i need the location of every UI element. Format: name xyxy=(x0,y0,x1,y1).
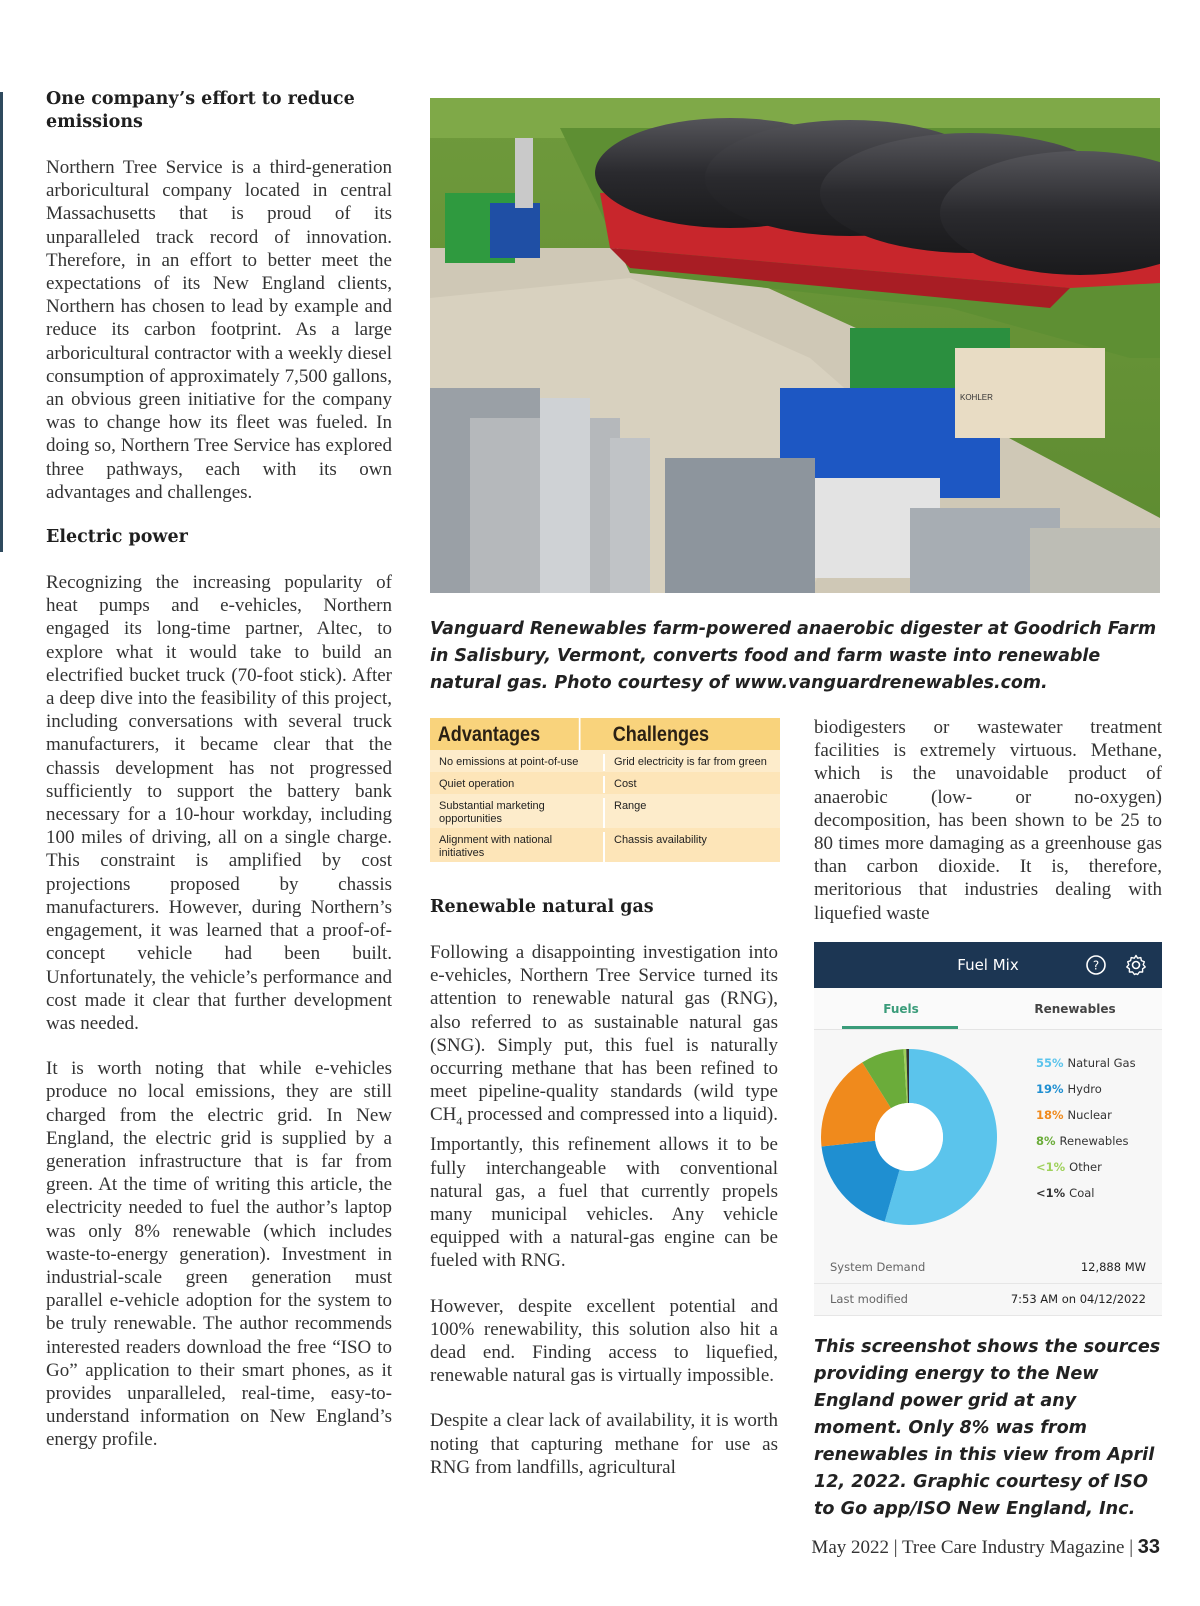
margin-rule xyxy=(0,92,3,552)
table-cell: Range xyxy=(614,800,647,812)
section-heading-rng: Renewable natural gas xyxy=(430,897,654,917)
section-heading-emissions: One company’s effort to reduce emissions xyxy=(46,89,355,132)
legend-label: Nuclear xyxy=(1067,1108,1112,1122)
legend-label: Coal xyxy=(1069,1186,1095,1200)
legend-item xyxy=(1036,1050,1136,1076)
app-tabs xyxy=(814,988,1162,1030)
fuel-mix-chart xyxy=(814,1030,1162,1252)
table-row xyxy=(430,794,780,828)
table-header-advantages: Advantages xyxy=(430,718,581,750)
table-row xyxy=(430,772,780,794)
paragraph-electric: Recognizing the increasing popularity of heat pumps and e-vehicles, Northern engaged its long-time partner, Altec, to explore what it would take to build an electrified bucket truck (70-foot stick). After a deep dive into the feasibility of this project, including conversations with several truck manufacturers, it became clear that the chassis development has not progressed sufficiently to support the battery bank necessary for a 10-hour workday, including 100 miles of driving, all on a single charge. This constraint is amplified by cost projections proposed by chassis manufacturers. However, during Northern’s engagement, it was learned that a proof-of-concept vehicle had been built. Unfortunately, the vehicle’s performance and cost made it clear that further development was needed. xyxy=(46,572,392,1034)
donut-hole xyxy=(875,1103,943,1171)
paragraph-rng-text-cont: processed and compressed into a liquid). Importantly, this refinement allows it to be fully interchangeable with conventional natural gas, a fuel that currently propels many municipal vehicles. Any vehicle equipped with a natural-gas engine can be fueled with RNG. xyxy=(430,1104,778,1272)
legend-item xyxy=(1036,1180,1136,1206)
fuel-mix-donut-chart xyxy=(814,1030,1014,1252)
legend-label: Natural Gas xyxy=(1067,1056,1136,1070)
advantages-challenges-table xyxy=(430,718,780,868)
table-cell: Chassis availability xyxy=(614,834,707,846)
paragraph-grid: It is worth noting that while e-vehicles produce no local emissions, they are still charged from the electric grid. In New England, the electric grid is supplied by a generation infrastructure that is far from green. At the time of writing this article, the electricity needed to fuel the author’s laptop was only 8% renewable (which includes waste-to-energy generation). Investment in industrial-scale green generation must parallel e-vehicle adoption for the system to be truly renewable. The author recommends interested readers download the free “ISO to Go” application to their smart phones, as it provides unparalleled, real-time, easy-to-understand information on New England’s energy profile. xyxy=(46,1058,392,1451)
app-caption: This screenshot shows the sources providing energy to the New England power grid at any moment. Only 8% was from renewables in this view from April 12, 2022. Graphic courtesy of ISO to Go app/ISO New England, Inc. xyxy=(814,1337,1161,1519)
page-number: 33 xyxy=(1137,1536,1160,1558)
table-cell: Grid electricity is far from green xyxy=(614,756,767,768)
legend-label: Hydro xyxy=(1067,1082,1102,1096)
legend-label: Renewables xyxy=(1059,1134,1129,1148)
legend-item xyxy=(1036,1076,1136,1102)
paragraph-rng xyxy=(430,941,778,1273)
table-cell: No emissions at point-of-use xyxy=(430,754,605,771)
left-column xyxy=(46,88,392,1452)
paragraph-methane: biodigesters or wastewater treatment facilities is extremely virtuous. Methane, which is the unavoidable product of anaerobic (low- or no-oxygen) decomposition, has been shown to be 25 to 80 times more damaging as a greenhouse gas than carbon dioxide. It is, therefore, meritorious that industries dealing with liquefied waste xyxy=(814,717,1162,924)
kohler-label: KOHLER xyxy=(960,393,993,402)
last-modified-label: Last modified xyxy=(830,1292,908,1306)
table-row xyxy=(430,828,780,862)
photo-caption: Vanguard Renewables farm-powered anaerobic digester at Goodrich Farm in Salisbury, Vermont, converts food and farm waste into renewable natural gas. Photo courtesy of www.vanguardrenewables.com. xyxy=(430,619,1157,693)
digester-photo xyxy=(430,98,1160,593)
app-title: Fuel Mix xyxy=(957,956,1019,974)
paragraph-rng-text: Following a disappointing investigation into e-vehicles, Northern Tree Service turned its attention to renewable natural gas (RNG), also referred to as sustainable natural gas (SNG). Simply put, this fuel is naturally occurring methane that has been refined to meet pipeline-quality standards (wild type CH xyxy=(430,942,778,1126)
system-demand-value: 12,888 MW xyxy=(1080,1260,1146,1274)
paragraph-intro: Northern Tree Service is a third-generation arboricultural company located in central Massachusetts that is proud of its unparalleled track record of innovation. Therefore, in an effort to better meet the expectations of its New England clients, Northern has chosen to lead by example and reduce its carbon footprint. As a large arboricultural contractor with a weekly diesel consumption of approximately 7,500 gallons, an obvious green initiative for the company was to change how its fleet was fueled. In doing so, Northern Tree Service has explored three pathways, each with its own advantages and challenges. xyxy=(46,157,392,503)
legend-pct: 19% xyxy=(1036,1082,1064,1096)
gear-icon[interactable] xyxy=(1124,953,1148,977)
last-modified-row xyxy=(814,1284,1162,1316)
footer-text: May 2022 | Tree Care Industry Magazine | xyxy=(811,1537,1138,1558)
tab-fuels[interactable]: Fuels xyxy=(883,1002,919,1016)
right-column xyxy=(814,716,1162,925)
legend-pct: 55% xyxy=(1036,1056,1064,1070)
middle-column xyxy=(430,896,778,1479)
app-header xyxy=(814,942,1162,988)
last-modified-value: 7:53 AM on 04/12/2022 xyxy=(1010,1292,1146,1306)
tab-renewables[interactable]: Renewables xyxy=(1034,1002,1116,1016)
legend-label: Other xyxy=(1069,1160,1102,1174)
section-heading-electric: Electric power xyxy=(46,527,188,548)
table-header-row xyxy=(430,718,780,750)
paragraph-dead-end: However, despite excellent potential and 100% renewability, this solution also hit a dead end. Finding access to liquefied, renewable natural gas is virtually impossible. xyxy=(430,1295,778,1387)
legend-item xyxy=(1036,1128,1136,1154)
page-footer xyxy=(811,1536,1160,1559)
legend-pct: 8% xyxy=(1036,1134,1056,1148)
table-header-challenges: Challenges xyxy=(612,723,710,746)
system-demand-label: System Demand xyxy=(830,1260,926,1274)
help-circle-icon[interactable] xyxy=(1084,953,1108,977)
active-tab-indicator xyxy=(842,1026,958,1029)
table-cell: Quiet operation xyxy=(430,776,605,793)
legend-pct: 18% xyxy=(1036,1108,1064,1122)
table-cell: Cost xyxy=(614,778,637,790)
legend-item xyxy=(1036,1154,1136,1180)
svg-text:?: ? xyxy=(1092,958,1100,973)
legend-pct: <1% xyxy=(1036,1186,1066,1200)
fuel-mix-app-screenshot xyxy=(814,942,1162,1316)
paragraph-availability: Despite a clear lack of availability, it is worth noting that capturing methane for use as RNG from landfills, agricultural xyxy=(430,1410,778,1478)
legend-pct: <1% xyxy=(1036,1160,1066,1174)
table-cell: Substantial marketing opportunities xyxy=(430,798,605,828)
subscript-4: 4 xyxy=(456,1114,463,1129)
legend-item xyxy=(1036,1102,1136,1128)
table-row xyxy=(430,750,780,772)
system-demand-row xyxy=(814,1252,1162,1284)
table-cell: Alignment with national initiatives xyxy=(430,832,605,862)
chart-legend xyxy=(1036,1050,1136,1206)
